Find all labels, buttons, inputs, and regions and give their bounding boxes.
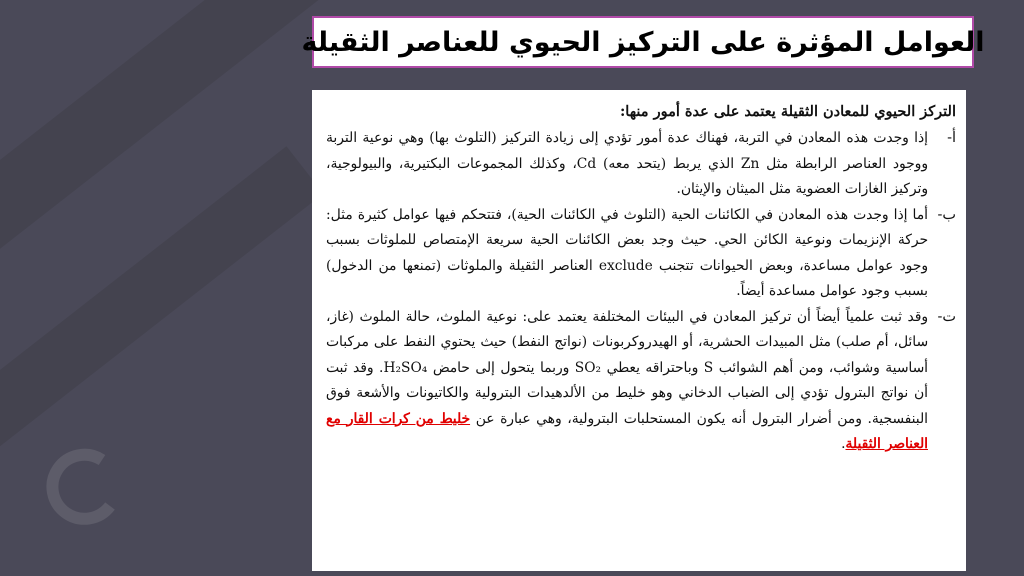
list-marker: ت- (937, 308, 956, 325)
slide-title-box (301, 16, 985, 68)
list-item-text (326, 305, 928, 458)
slide-title: العوامل المؤثرة على التركيز الحيوي للعناصر الثقيلة (301, 26, 985, 58)
sentence-end: . (841, 436, 846, 452)
list-item-body: وقد ثبت علمياً أيضاً أن تركيز المعادن في البيئات المختلفة يعتمد على: نوعية الملوث، حالة الملوث (غاز، سائل، أم صلب) مثل المبيدات الحشرية، أو الهيدروكربونات (نواتج النفط) حيث يحتوي النفط على مركبات أساسية وشوائب، ومن أهم الشوائب S وباحتراقه يعطي SO₂ وربما يتحول إلى حامض H₂SO₄. وقد ثبت أن نواتج البترول تؤدي إلى الضباب الدخاني وهو خليط من الألدهيدات البترولية والكاتيونات والأشعة فوق البنفسجية. ومن أضرار البترول أنه يكون المستحلبات البترولية، وهي عبارة عن (326, 308, 928, 427)
document-heading: التركز الحيوي للمعادن الثقيلة يعتمد على عدة أمور منها: (619, 103, 956, 120)
list-item-text: أما إذا وجدت هذه المعادن في الكائنات الحية (التلوث في الكائنات الحية)، فتتحكم فيها عوامل كثيرة مثل: حركة الإنزيمات ونوعية الكائن الحي. حيث وجد بعض الكائنات الحية سريعة الإمتصاص للملوثات بسبب وجود عوامل مساعدة، وبعض الحيوانات تتجنب exclude العناصر الثقيلة والملوثات (تمنعها من الدخول) بسبب وجود عوامل مساعدة أيضاً. (326, 206, 928, 299)
list-item-text: إذا وجدت هذه المعادن في التربة، فهناك عدة أمور تؤدي إلى زيادة التركيز (التلوث بها) وهي نوعية التربة ووجود العناصر الرابطة مثل Zn الذي يربط (يتحد معه) Cd، وكذلك المجموعات البكتيرية، والبيولوجية، وتركيز الغازات العضوية مثل الميثان والإيثان. (326, 130, 928, 197)
circular-arc-logo-icon (44, 446, 124, 526)
list-marker: ب- (937, 206, 956, 223)
document-scan (312, 90, 966, 571)
list-item (326, 203, 956, 305)
highlighted-phrase: خليط من كرات القار مع العناصر الثقيلة (326, 410, 928, 452)
list-item (326, 126, 956, 203)
list-marker: أ- (947, 130, 956, 146)
list-item (326, 305, 956, 458)
